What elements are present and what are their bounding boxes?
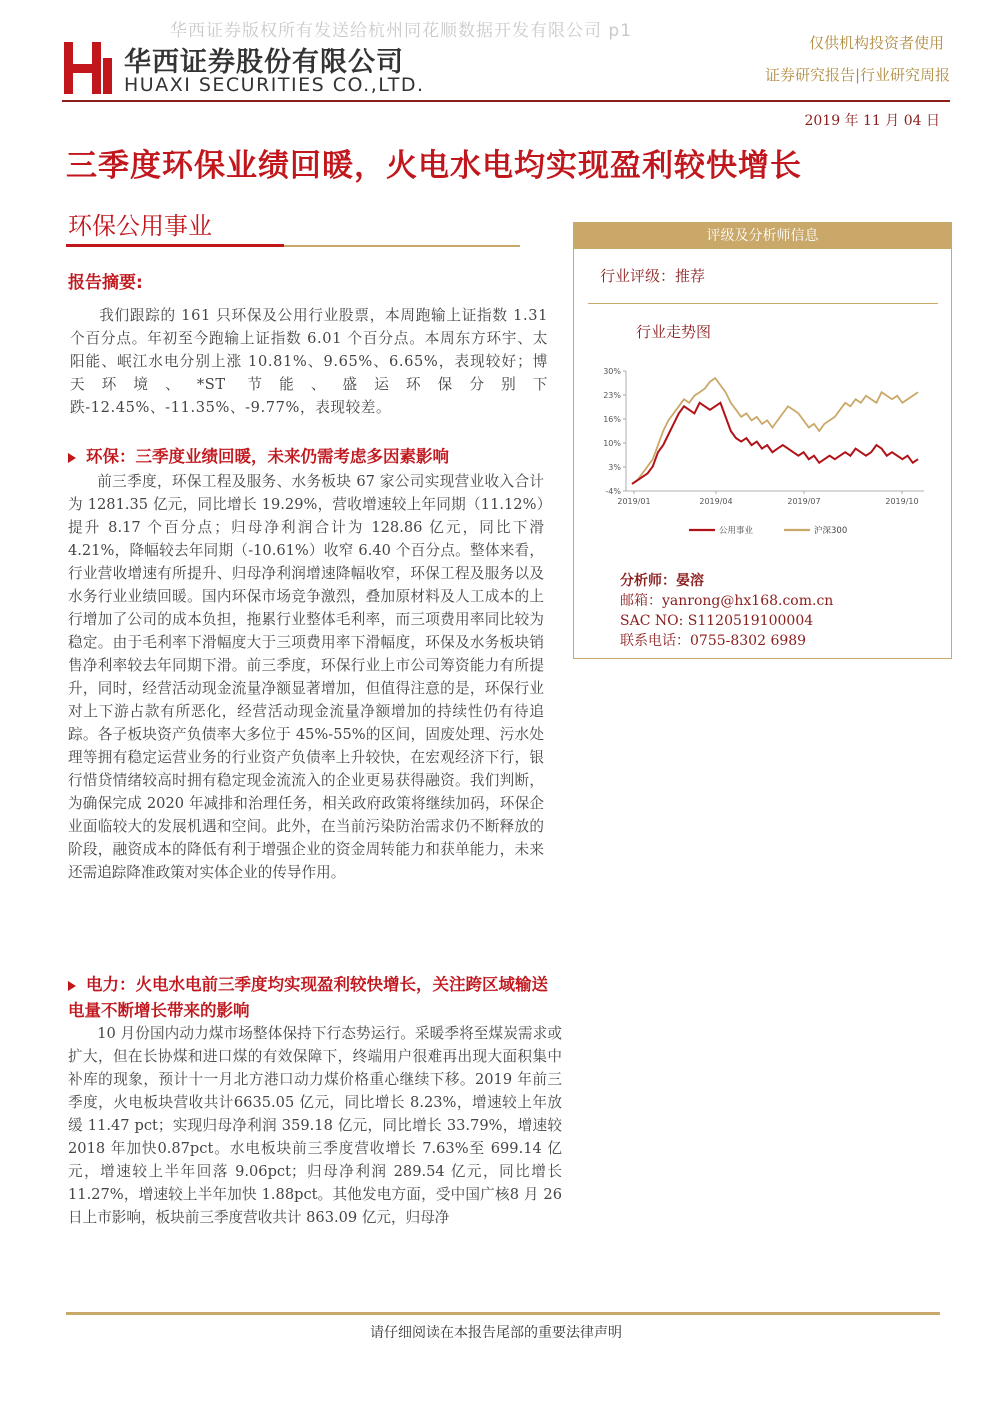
- section-env-title: 环保：三季度业绩回暖，未来仍需考虑多因素影响: [86, 447, 449, 466]
- section-env-paragraph: 前三季度，环保工程及服务、水务板块 67 家公司实现营业收入合计为 1281.35 亿元，同比增长 19.29%，营收增速较上年同期（11.12%）提升 8.17 个百分点；归母净利润合计为 128.86 亿元，同比下滑 4.21%，降幅较去年同期（-10.61%）收窄 6.40 个百分点。整体来看，行业营收增速有所提升、归母净利润增速降幅收窄，环保工程及服务以及水务行业业绩回暖。国内环保市场竞争激烈，叠加原材料及人工成本的上行增加了公司的成本负担，拖累行业整体毛利率，而三项费用率同比较为稳定。由于毛利率下滑幅度大于三项费用率下滑幅度，环保及水务板块销售净利率较去年同期下滑。前三季度，环保行业上市公司筹资能力有所提升，同时，经营活动现金流量净额显著增加，但值得注意的是，环保行业对上下游占款有所恶化，经营活动现金流量净额增加的持续性仍有待追踪。各子板块资产负债率大多位于 45%-55%的区间，固废处理、污水处理等拥有稳定运营业务的行业资产负债率上升较快，在宏观经济下行，银行惜贷情绪较高时拥有稳定现金流流入的企业更易获得融资。我们判断，为确保完成 2020 年减排和治理任务，相关政府政策将继续加码，环保企业面临较大的发展机遇和空间。此外，在当前污染防治需求仍不断释放的阶段，融资成本的降低有利于增强企业的资金周转能力和获单能力，未来还需追踪降准政策对实体企业的传导作用。: [68, 473, 544, 881]
- analyst-sac-label: SAC NO:: [620, 613, 684, 629]
- industry-underline-gold: [284, 245, 520, 247]
- panel-heading: 评级及分析师信息: [574, 223, 951, 249]
- huaxi-logo-icon: [62, 38, 114, 96]
- legend-label-hs300: 沪深300: [814, 526, 848, 536]
- analyst-name: 晏溶: [676, 573, 704, 589]
- chart-y-tick-label: 16%: [603, 415, 621, 424]
- chart-y-tick-label: 10%: [603, 439, 621, 448]
- report-title: 三季度环保业绩回暖，火电水电均实现盈利较快增长: [66, 148, 802, 184]
- report-date: 2019 年 11 月 04 日: [804, 113, 940, 129]
- watermark: 华西证券版权所有发送给杭州同花顺数据开发有限公司 p1: [170, 21, 633, 41]
- analyst-email-row: [620, 591, 833, 611]
- chart-y-tick-label: 30%: [603, 367, 621, 376]
- chart-x-tick-label: 2019/04: [699, 497, 733, 506]
- analyst-name-row: [620, 571, 833, 591]
- company-logo: [62, 38, 452, 100]
- triangle-bullet-icon: [68, 453, 76, 463]
- chart-x-tick-label: 2019/10: [885, 497, 919, 506]
- panel-divider: [588, 303, 938, 304]
- analyst-email-label: 邮箱：: [620, 593, 662, 609]
- section-power-title: 电力：火电水电前三季度均实现盈利较快增长，关注跨区域输送电量不断增长带来的影响: [68, 975, 548, 1020]
- rating-analyst-panel: [573, 222, 952, 659]
- legend-label-utilities: 公用事业: [719, 526, 754, 536]
- audience-note: 仅供机构投资者使用: [808, 34, 944, 52]
- chart-y-tick-label: 23%: [603, 391, 621, 400]
- report-type: 证券研究报告|行业研究周报: [764, 66, 950, 84]
- section-power-paragraph: 10 月份国内动力煤市场整体保持下行态势运行。采暖季将至煤炭需求或扩大，但在长协煤和进口煤的有效保障下，终端用户很难再出现大面积集中补库的现象，预计十一月北方港口动力煤价格重心继续下移。2019 年前三季度，火电板块营收共计6635.05 亿元，同比增长 8.23%，增速较上年放缓 11.47 pct；实现归母净利润 359.18 亿元，同比增长 33.79%，增速较 2018 年加快0.87pct。水电板块前三季度营收增长 7.63%至 699.14 亿元，增速较上半年回落 9.06pct；归母净利润 289.54 亿元，同比增长11.27%，增速较上半年加快 1.88pct。其他发电方面，受中国广核8 月 26 日上市影响，板块前三季度营收共计 863.09 亿元，归母净: [68, 1025, 562, 1226]
- analyst-email[interactable]: yanrong@hx168.com.cn: [662, 593, 834, 609]
- triangle-bullet-icon: [68, 981, 76, 991]
- analyst-phone-row: [620, 631, 833, 651]
- footer-divider: [66, 1312, 940, 1315]
- analyst-sac-row: [620, 611, 833, 631]
- rating-label: 行业评级：: [600, 267, 676, 285]
- analyst-sac: S1120519100004: [687, 613, 814, 629]
- chart-y-tick-label: -4%: [605, 487, 621, 496]
- rating-value: 推荐: [675, 267, 706, 285]
- chart-y-tick-label: 3%: [608, 463, 621, 472]
- summary-heading: 报告摘要:: [68, 273, 143, 293]
- header-divider: [62, 100, 950, 102]
- industry-underline-red: [66, 244, 284, 247]
- chart-title: 行业走势图: [636, 323, 712, 341]
- logo-chinese-name: 华西证券股份有限公司: [124, 47, 404, 78]
- chart-series-line-hs300: [632, 378, 918, 484]
- section-env-heading: [68, 444, 558, 470]
- industry-trend-chart: [594, 353, 944, 543]
- footer-disclaimer: 请仔细阅读在本报告尾部的重要法律声明: [370, 1325, 622, 1341]
- chart-x-tick-label: 2019/07: [787, 497, 821, 506]
- industry-rating: [600, 265, 705, 286]
- chart-series-line-utilities: [632, 403, 918, 484]
- analyst-phone: 0755-8302 6989: [690, 633, 807, 649]
- section-power-heading: [68, 972, 558, 1024]
- logo-english-name: HUAXI SECURITIES CO.,LTD.: [124, 74, 425, 96]
- summary-paragraph: 我们跟踪的 161 只环保及公用行业股票，本周跑输上证指数 1.31 个百分点。年初至今跑输上证指数 6.01 个百分点。本周东方环宇、太阳能、岷江水电分别上涨 10.81%、9.65%、6.65%，表现较好；博天环境、*ST 节能、盛运环保分别下跌-12.45%、-11.35%、-9.77%，表现较差。: [70, 307, 548, 416]
- analyst-name-label: 分析师：: [620, 573, 676, 589]
- analyst-phone-label: 联系电话：: [620, 633, 690, 649]
- industry-name: 环保公用事业: [68, 212, 212, 240]
- analyst-info: [620, 571, 833, 651]
- chart-x-tick-label: 2019/01: [617, 497, 651, 506]
